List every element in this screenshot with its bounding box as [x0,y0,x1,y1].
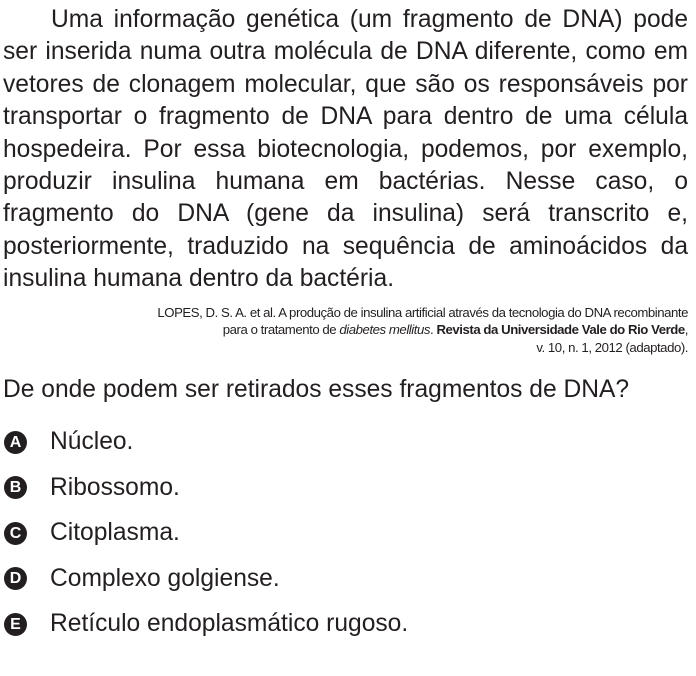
option-text: Complexo golgiense. [50,564,280,592]
option-a[interactable] [3,419,688,465]
option-text: Citoplasma. [50,519,180,547]
option-text: Retículo endoplasmático rugoso. [50,610,409,638]
option-letter-badge: D [4,567,27,590]
citation-journal: Revista da Universidade Vale do Rio Verde [436,322,685,338]
citation-prefix: para o tratamento de [222,322,340,338]
citation-line-1: LOPES, D. S. A. et al. A produção de insulina artificial através da tecnologia do DNA recombinante [157,304,688,320]
option-letter-badge: E [4,613,27,636]
citation [3,304,688,357]
option-letter-badge: C [4,522,27,545]
answer-options [3,419,688,647]
citation-line-2 [3,321,688,339]
option-text: Ribossomo. [50,473,180,501]
citation-separator: . [430,322,437,338]
option-c[interactable] [3,510,688,556]
citation-suffix: , [684,322,688,338]
option-letter-badge: A [4,431,27,454]
question-stem: De onde podem ser retirados esses fragmentos de DNA? [3,376,630,404]
option-letter-badge: B [4,476,27,499]
option-d[interactable] [3,556,688,602]
option-e[interactable] [3,601,688,647]
passage-text: Uma informação genética (um fragmento de DNA) pode ser inserida numa outra molécula de DNA diferente, como em vetores de clonagem molecular, que são os responsáveis por transportar o fragmento de DNA para dentro de uma célula hospedeira. Por essa biotecnologia, podemos, por exemplo, produzir insulina humana em bactérias. Nesse caso, o fragmento do DNA (gene da insulina) será transcrito e, posteriormente, traduzido na sequência de aminoácidos da insulina humana dentro da bactéria. [3,6,688,293]
citation-italic-term: diabetes mellitus [339,322,430,338]
citation-line-3: v. 10, n. 1, 2012 (adaptado). [536,339,688,355]
option-text: Núcleo. [50,428,134,456]
option-b[interactable] [3,465,688,511]
